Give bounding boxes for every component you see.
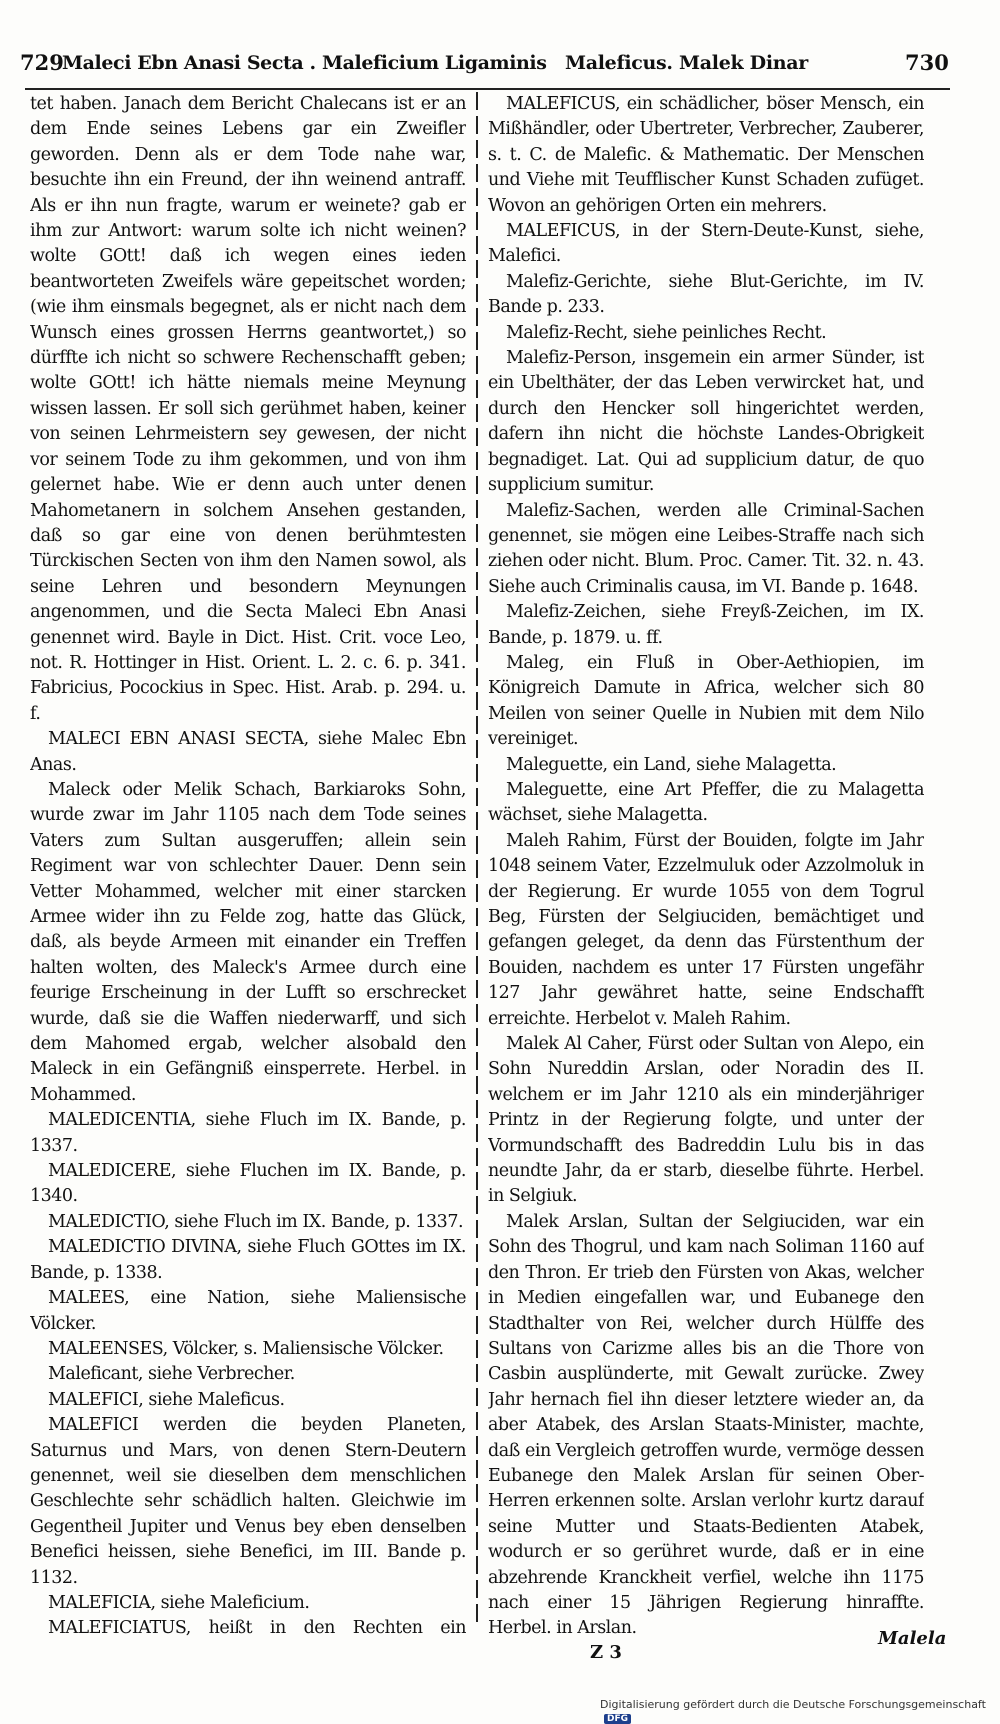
entry-paragraph: MALEENSES, Völcker, s. Maliensische Völcker.: [30, 1337, 466, 1362]
entry-paragraph: Malefiz-Person, insgemein ein armer Sünder, ist ein Ubelthäter, der das Leben verwircket hat, und durch den Hencker soll hingerichtet werden, dafern ihn nicht die höchste Landes-Obrigkeit begnadiget. Lat. Qui ad supplicium datur, de quo supplicium sumitur.: [488, 346, 924, 498]
right-page-number: 730: [905, 50, 949, 75]
left-page-number: 729: [20, 50, 64, 75]
entry-paragraph: MALEFICUS, in der Stern-Deute-Kunst, siehe, Malefici.: [488, 219, 924, 270]
footer-credit: [600, 1698, 1000, 1724]
signature-mark: Z 3: [590, 1642, 622, 1663]
entry-paragraph: Malefiz-Gerichte, siehe Blut-Gerichte, im IV. Bande p. 233.: [488, 270, 924, 321]
entry-paragraph: Malefiz-Zeichen, siehe Freyß-Zeichen, im IX. Bande, p. 1879. u. ff.: [488, 600, 924, 651]
entry-paragraph: MALEDICERE, siehe Fluchen im IX. Bande, p. 1340.: [30, 1159, 466, 1210]
left-running-title: Maleci Ebn Anasi Secta . Maleficium Ligaminis: [62, 52, 547, 74]
entry-paragraph: Maleguette, ein Land, siehe Malagetta.: [488, 753, 924, 778]
entry-paragraph: Maleck oder Melik Schach, Barkiaroks Sohn, wurde zwar im Jahr 1105 nach dem Tode seines Vaters zum Sultan ausgeruffen; allein sein Regiment war von schlechter Dauer. Denn sein Vetter Mohammed, welcher mit einer starcken Armee wider ihn zu Felde zog, hatte das Glück, daß, als beyde Armeen mit einander ein Treffen halten wolten, des Maleck's Armee durch eine feurige Erscheinung in der Lufft so erschrecket wurde, daß sie die Waffen niederwarff, und sich dem Mahomed ergab, welcher alsobald den Maleck in ein Gefängniß einsperrete. Herbel. in Mohammed.: [30, 778, 466, 1108]
entry-paragraph: MALEFICI, siehe Maleficus.: [30, 1388, 466, 1413]
entry-paragraph: MALEFICI werden die beyden Planeten, Saturnus und Mars, von denen Stern-Deutern genennet, weil sie dieselben dem menschlichen Geschlechte sehr schädlich halten. Gleichwie im Gegentheil Jupiter und Venus bey eben denselben Benefici heissen, siehe Benefici, im III. Bande p. 1132.: [30, 1413, 466, 1591]
header-rule: [25, 88, 950, 90]
catchword: Malela: [878, 1628, 946, 1649]
entry-paragraph: Maleguette, eine Art Pfeffer, die zu Malagetta wächset, siehe Malagetta.: [488, 778, 924, 829]
page-header: [20, 50, 950, 82]
entry-paragraph: MALEDICTIO DIVINA, siehe Fluch GOttes im IX. Bande, p. 1338.: [30, 1235, 466, 1286]
entry-paragraph: MALEFICIATUS, heißt in den Rechten ein: [30, 1616, 466, 1642]
entry-paragraph: MALEES, eine Nation, siehe Maliensische Völcker.: [30, 1286, 466, 1337]
entry-paragraph: Maleh Rahim, Fürst der Bouiden, folgte im Jahr 1048 seinem Vater, Ezzelmuluk oder Azzolmoluk in der Regierung. Er wurde 1055 von dem Togrul Beg, Fürsten der Selgiuciden, bemächtiget und gefangen geleget, da denn das Fürstenthum der Bouiden, nachdem es unter 17 Fürsten ungefähr 127 Jahr gewähret hatte, seine Endschafft erreichte. Herbelot v. Maleh Rahim.: [488, 829, 924, 1032]
entry-paragraph: Maleg, ein Fluß in Ober-Aethiopien, im Königreich Damute in Africa, welcher sich 80 Meilen von seiner Quelle in Nubien mit dem Nilo vereiniget.: [488, 651, 924, 753]
entry-paragraph: MALEDICENTIA, siehe Fluch im IX. Bande, p. 1337.: [30, 1108, 466, 1159]
entry-paragraph: MALEFICUS, ein schädlicher, böser Mensch, ein Mißhändler, oder Ubertreter, Verbrecher, Zauberer, s. t. C. de Malefic. & Mathematic. Der Menschen und Viehe mit Teufflischer Kunst Schaden zufüget. Wovon an gehörigen Orten ein mehrers.: [488, 92, 924, 219]
left-column: [30, 92, 466, 1642]
entry-paragraph: MALECI EBN ANASI SECTA, siehe Malec Ebn Anas.: [30, 727, 466, 778]
entry-paragraph: tet haben. Janach dem Bericht Chalecans ist er an dem Ende seines Lebens gar ein Zweifler geworden. Denn als er dem Tode nahe war, besuchte ihn ein Freund, der ihn weinend antraff. Als er ihn nun fragte, warum er weinete? gab er ihm zur Antwort: warum solte ich nicht weinen? wolte GOtt! daß ich wegen eines ieden beantworteten Zweifels wäre gepeitschet worden; (wie ihm einsmals begegnet, als er nicht nach dem Wunsch eines grossen Herrns geantwortet,) so dürffte ich nicht so schwere Rechenschafft geben; wolte GOtt! ich hätte niemals meine Meynung wissen lassen. Er soll sich gerühmet haben, keiner von seinen Lehrmeistern sey gewesen, der nicht vor seinem Tode zu ihm gekommen, und von ihm gelernet habe. Wie er denn auch unter denen Mahometanern in solchem Ansehen gestanden, daß so gar eine von denen berühmtesten Türckischen Secten von ihm den Namen sowol, als seine Lehren und besondern Meynungen angenommen, und die Secta Maleci Ebn Anasi genennet wird. Bayle in Dict. Hist. Crit. voce Leo, not. R. Hottinger in Hist. Orient. L. 2. c. 6. p. 341. Fabricius, Pocockius in Spec. Hist. Arab. p. 294. u. f.: [30, 92, 466, 727]
entry-paragraph: Maleficant, siehe Verbrecher.: [30, 1362, 466, 1387]
entry-paragraph: Malek Arslan, Sultan der Selgiuciden, war ein Sohn des Thogrul, und kam nach Soliman 1160 auf den Thron. Er trieb den Fürsten von Akas, welcher in Medien eingefallen war, und Eubanege den Stadthalter von Rei, welcher durch Hülffe des Sultans von Carizme alles bis an die Thore von Casbin ausplünderte, mit Gewalt zurücke. Zwey Jahr hernach fiel ihn dieser letztere wieder an, da aber Atabek, des Arslan Staats-Minister, machte, daß ein Vergleich getroffen wurde, vermöge dessen Eubanege den Malek Arslan für seinen Ober-Herren erkennen solte. Arslan verlohr kurtz darauf seine Mutter und Staats-Bedienten Atabek, wodurch er so gerühret wurde, daß er in eine abzehrende Kranckheit verfiel, welche ihn 1175 nach einer 15 Jährigen Regierung hinraffte. Herbel. in Arslan.: [488, 1210, 924, 1642]
entry-paragraph: MALEFICIA, siehe Maleficium.: [30, 1591, 466, 1616]
entry-paragraph: Malek Al Caher, Fürst oder Sultan von Alepo, ein Sohn Nureddin Arslan, oder Noradin des II. welchem er im Jahr 1210 als ein minderjähriger Printz in der Regierung folgte, und unter der Vormundschafft des Badreddin Lulu bis in das neundte Jahr, da er starb, dieselbe führte. Herbel. in Selgiuk.: [488, 1032, 924, 1210]
column-divider: [476, 92, 478, 1627]
dfg-logo: DFG: [604, 1714, 631, 1724]
entry-paragraph: MALEDICTIO, siehe Fluch im IX. Bande, p. 1337.: [30, 1210, 466, 1235]
right-column: [488, 92, 924, 1642]
entry-paragraph: Malefiz-Sachen, werden alle Criminal-Sachen genennet, sie mögen eine Leibes-Straffe nach sich ziehen oder nicht. Blum. Proc. Camer. Tit. 32. n. 43. Siehe auch Criminalis causa, im VI. Bande p. 1648.: [488, 499, 924, 601]
footer-text: Digitalisierung gefördert durch die Deutsche Forschungsgemeinschaft: [600, 1698, 986, 1711]
entry-paragraph: Malefiz-Recht, siehe peinliches Recht.: [488, 321, 924, 346]
right-running-title: Maleficus. Malek Dinar: [565, 52, 808, 74]
